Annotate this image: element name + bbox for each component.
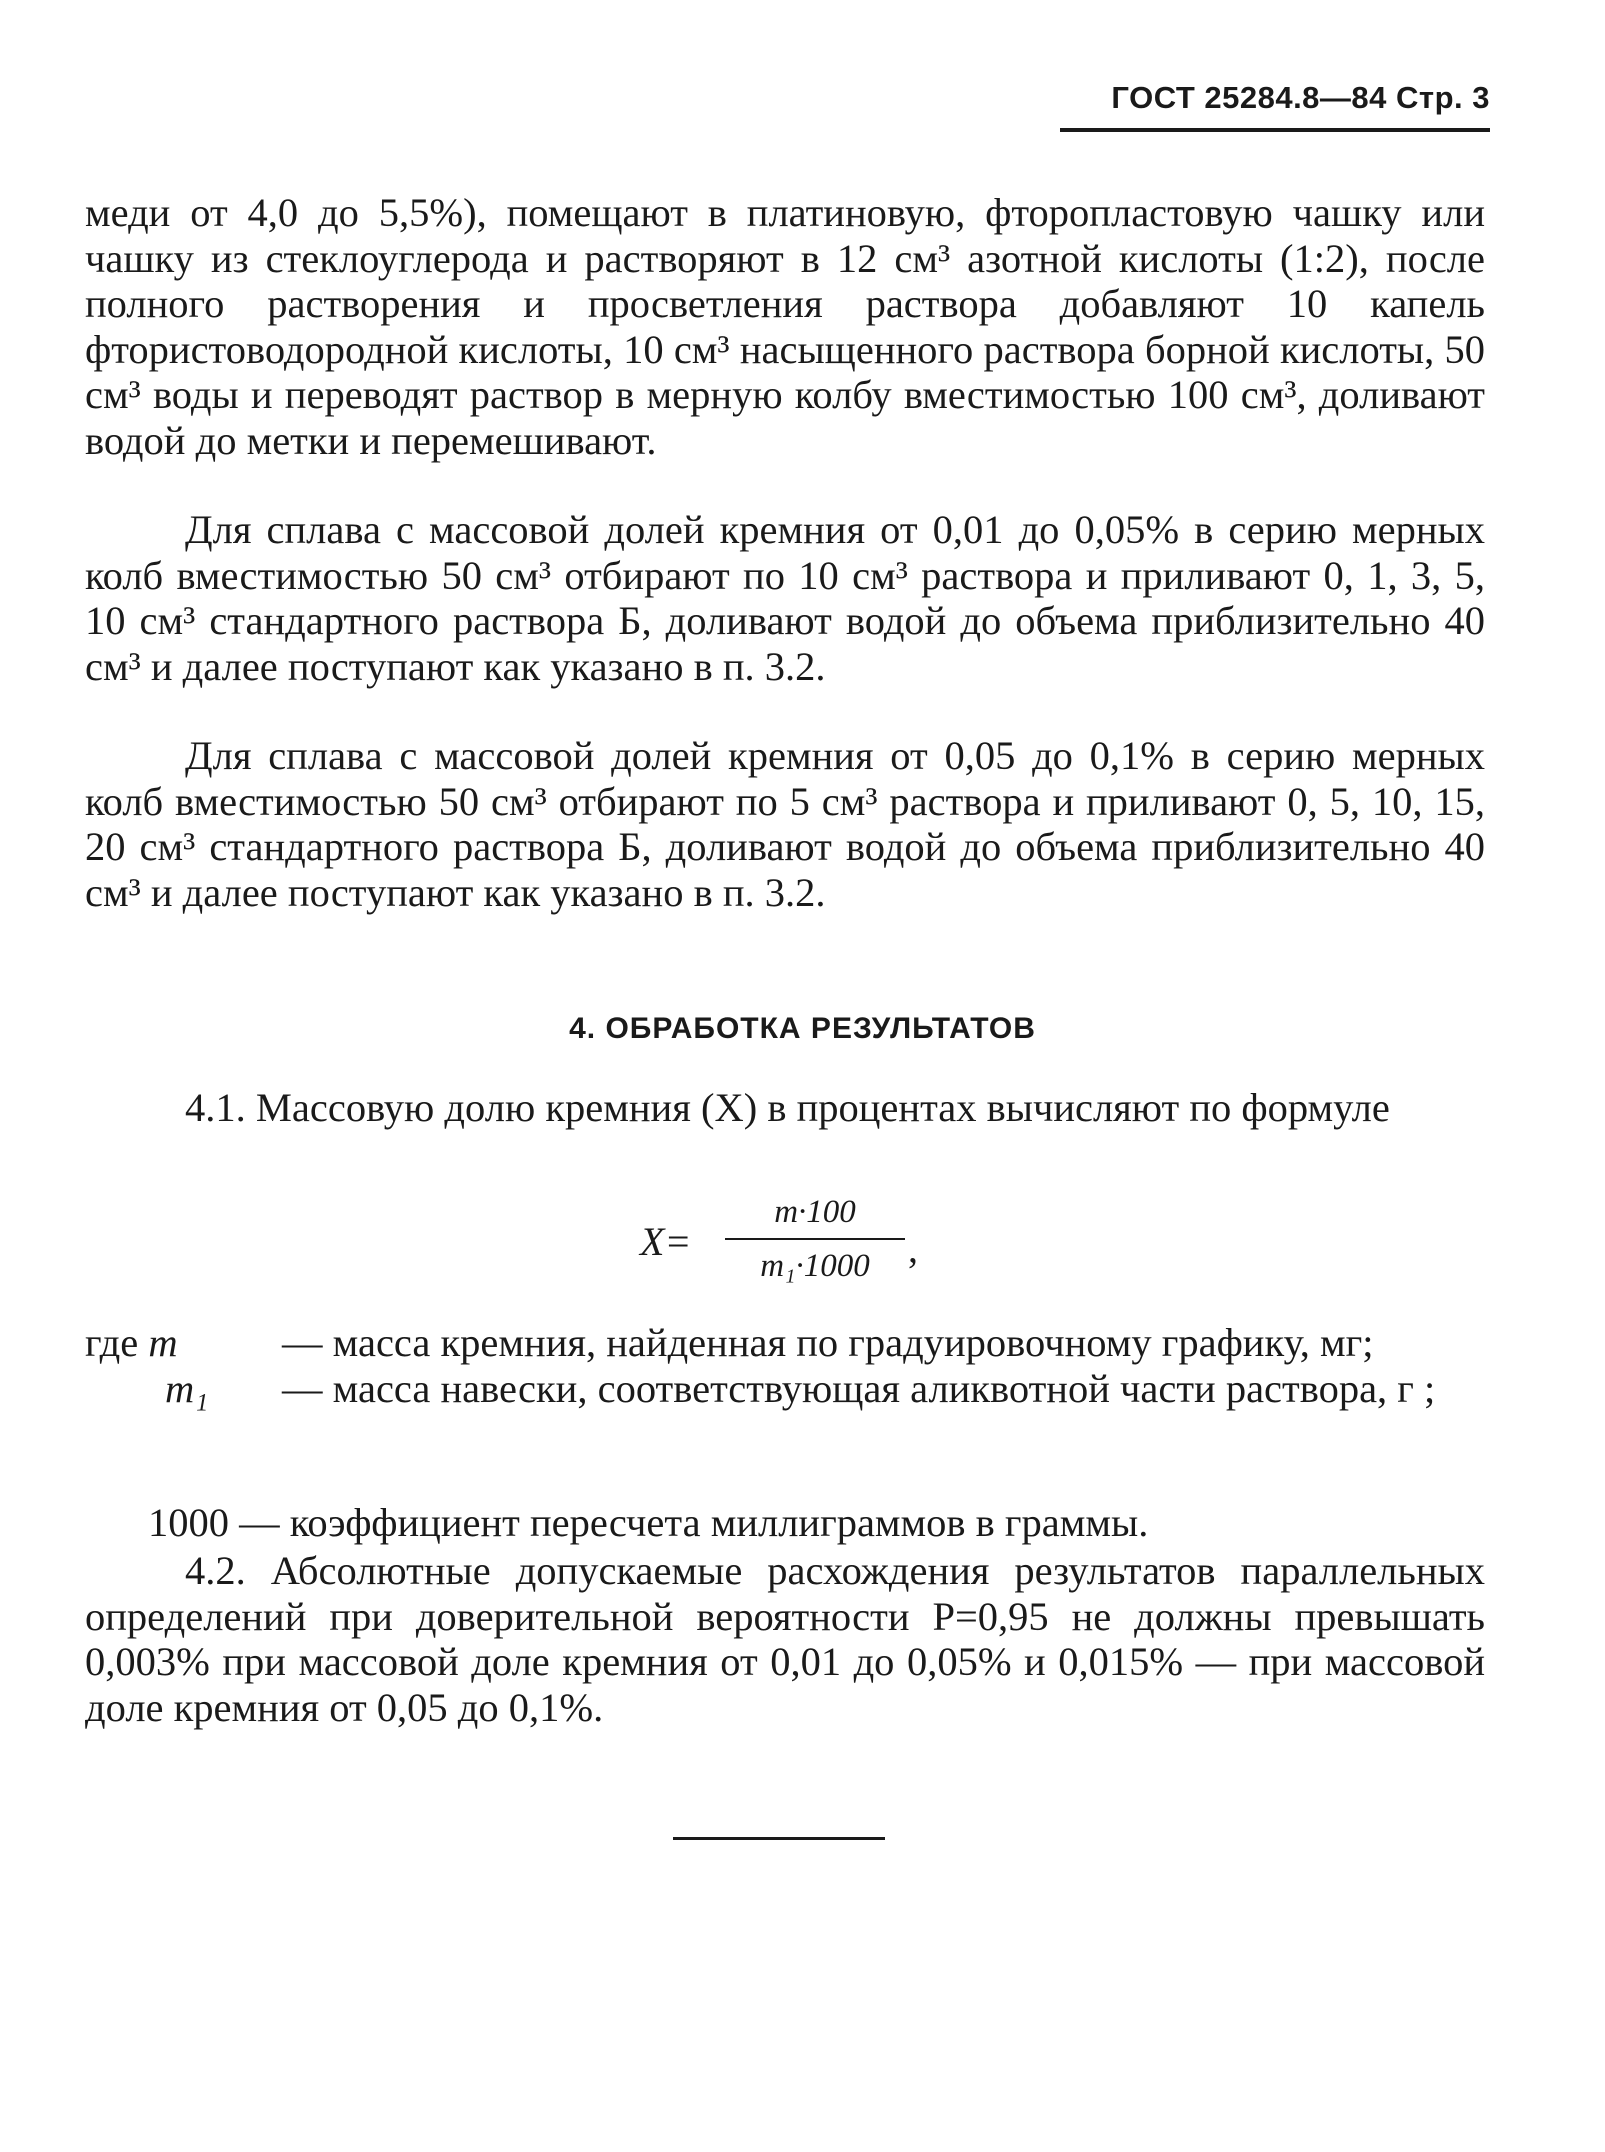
formula-comma: , (908, 1226, 918, 1271)
definition-1000: 1000 — коэффициент пересчета миллиграммов в граммы. (148, 1500, 1149, 1545)
paragraph-range-high: Для сплава с массовой долей кремния от 0,05 до 0,1% в серию мерных колб вместимостью 50 см³ отбирают по 5 см³ раствора и приливают 0, 5, 10, 15, 20 см³ стандартного раствора Б, доливают водой до объема приблизительно 40 см³ и далее поступают как указано в п. 3.2. (85, 733, 1485, 915)
formula-denominator: m₁·1000 (760, 1248, 870, 1284)
variable-definitions (85, 1320, 1485, 1411)
formula-fraction (725, 1190, 905, 1288)
page-header: ГОСТ 25284.8—84 Стр. 3 (1111, 80, 1490, 115)
paragraph-continuation: меди от 4,0 до 5,5%), помещают в платиновую, фторопластовую чашку или чашку из стеклоуглерода и растворяют в 12 см³ азотной кислоты (1:2), после полного растворения и просветления раствора добавляют 10 капель фтористоводородной кислоты, 10 см³ насыщенного раствора борной кислоты, 50 см³ воды и переводят раствор в мерную колбу вместимостью 100 см³, доливают водой до метки и перемешивают. (85, 190, 1485, 463)
definition-m (85, 1320, 1485, 1366)
formula-numerator: m·100 (774, 1194, 856, 1230)
definition-term: m₁ (165, 1365, 209, 1411)
section-title: 4. ОБРАБОТКА РЕЗУЛЬТАТОВ (569, 1012, 1036, 1045)
definition-desc: — масса кремния, найденная по градуировочному графику, мг; (282, 1320, 1374, 1365)
clause-4-2: 4.2. Абсолютные допускаемые расхождения результатов параллельных определений при доверительной вероятности P=0,95 не должны превышать 0,003% при массовой доле кремния от 0,01 до 0,05% и 0,015% — при массовой доле кремния от 0,05 до 0,1%. (85, 1548, 1485, 1730)
formula-lhs: X= (640, 1219, 692, 1264)
definition-desc: — масса навески, соответствующая аликвотной части раствора, г ; (282, 1365, 1436, 1411)
end-rule (673, 1837, 885, 1840)
clause-4-1: 4.1. Массовую долю кремния (X) в процентах вычисляют по формуле (185, 1085, 1390, 1130)
fraction-bar (725, 1238, 905, 1240)
paragraph-range-low: Для сплава с массовой долей кремния от 0,01 до 0,05% в серию мерных колб вместимостью 50 см³ отбирают по 10 см³ раствора и приливают 0, 1, 3, 5, 10 см³ стандартного раствора Б, доливают водой до объема приблизительно 40 см³ и далее поступают как указано в п. 3.2. (85, 507, 1485, 689)
header-rule (1060, 128, 1490, 132)
definition-term: где m (85, 1320, 178, 1365)
definition-m1 (85, 1366, 1485, 1412)
